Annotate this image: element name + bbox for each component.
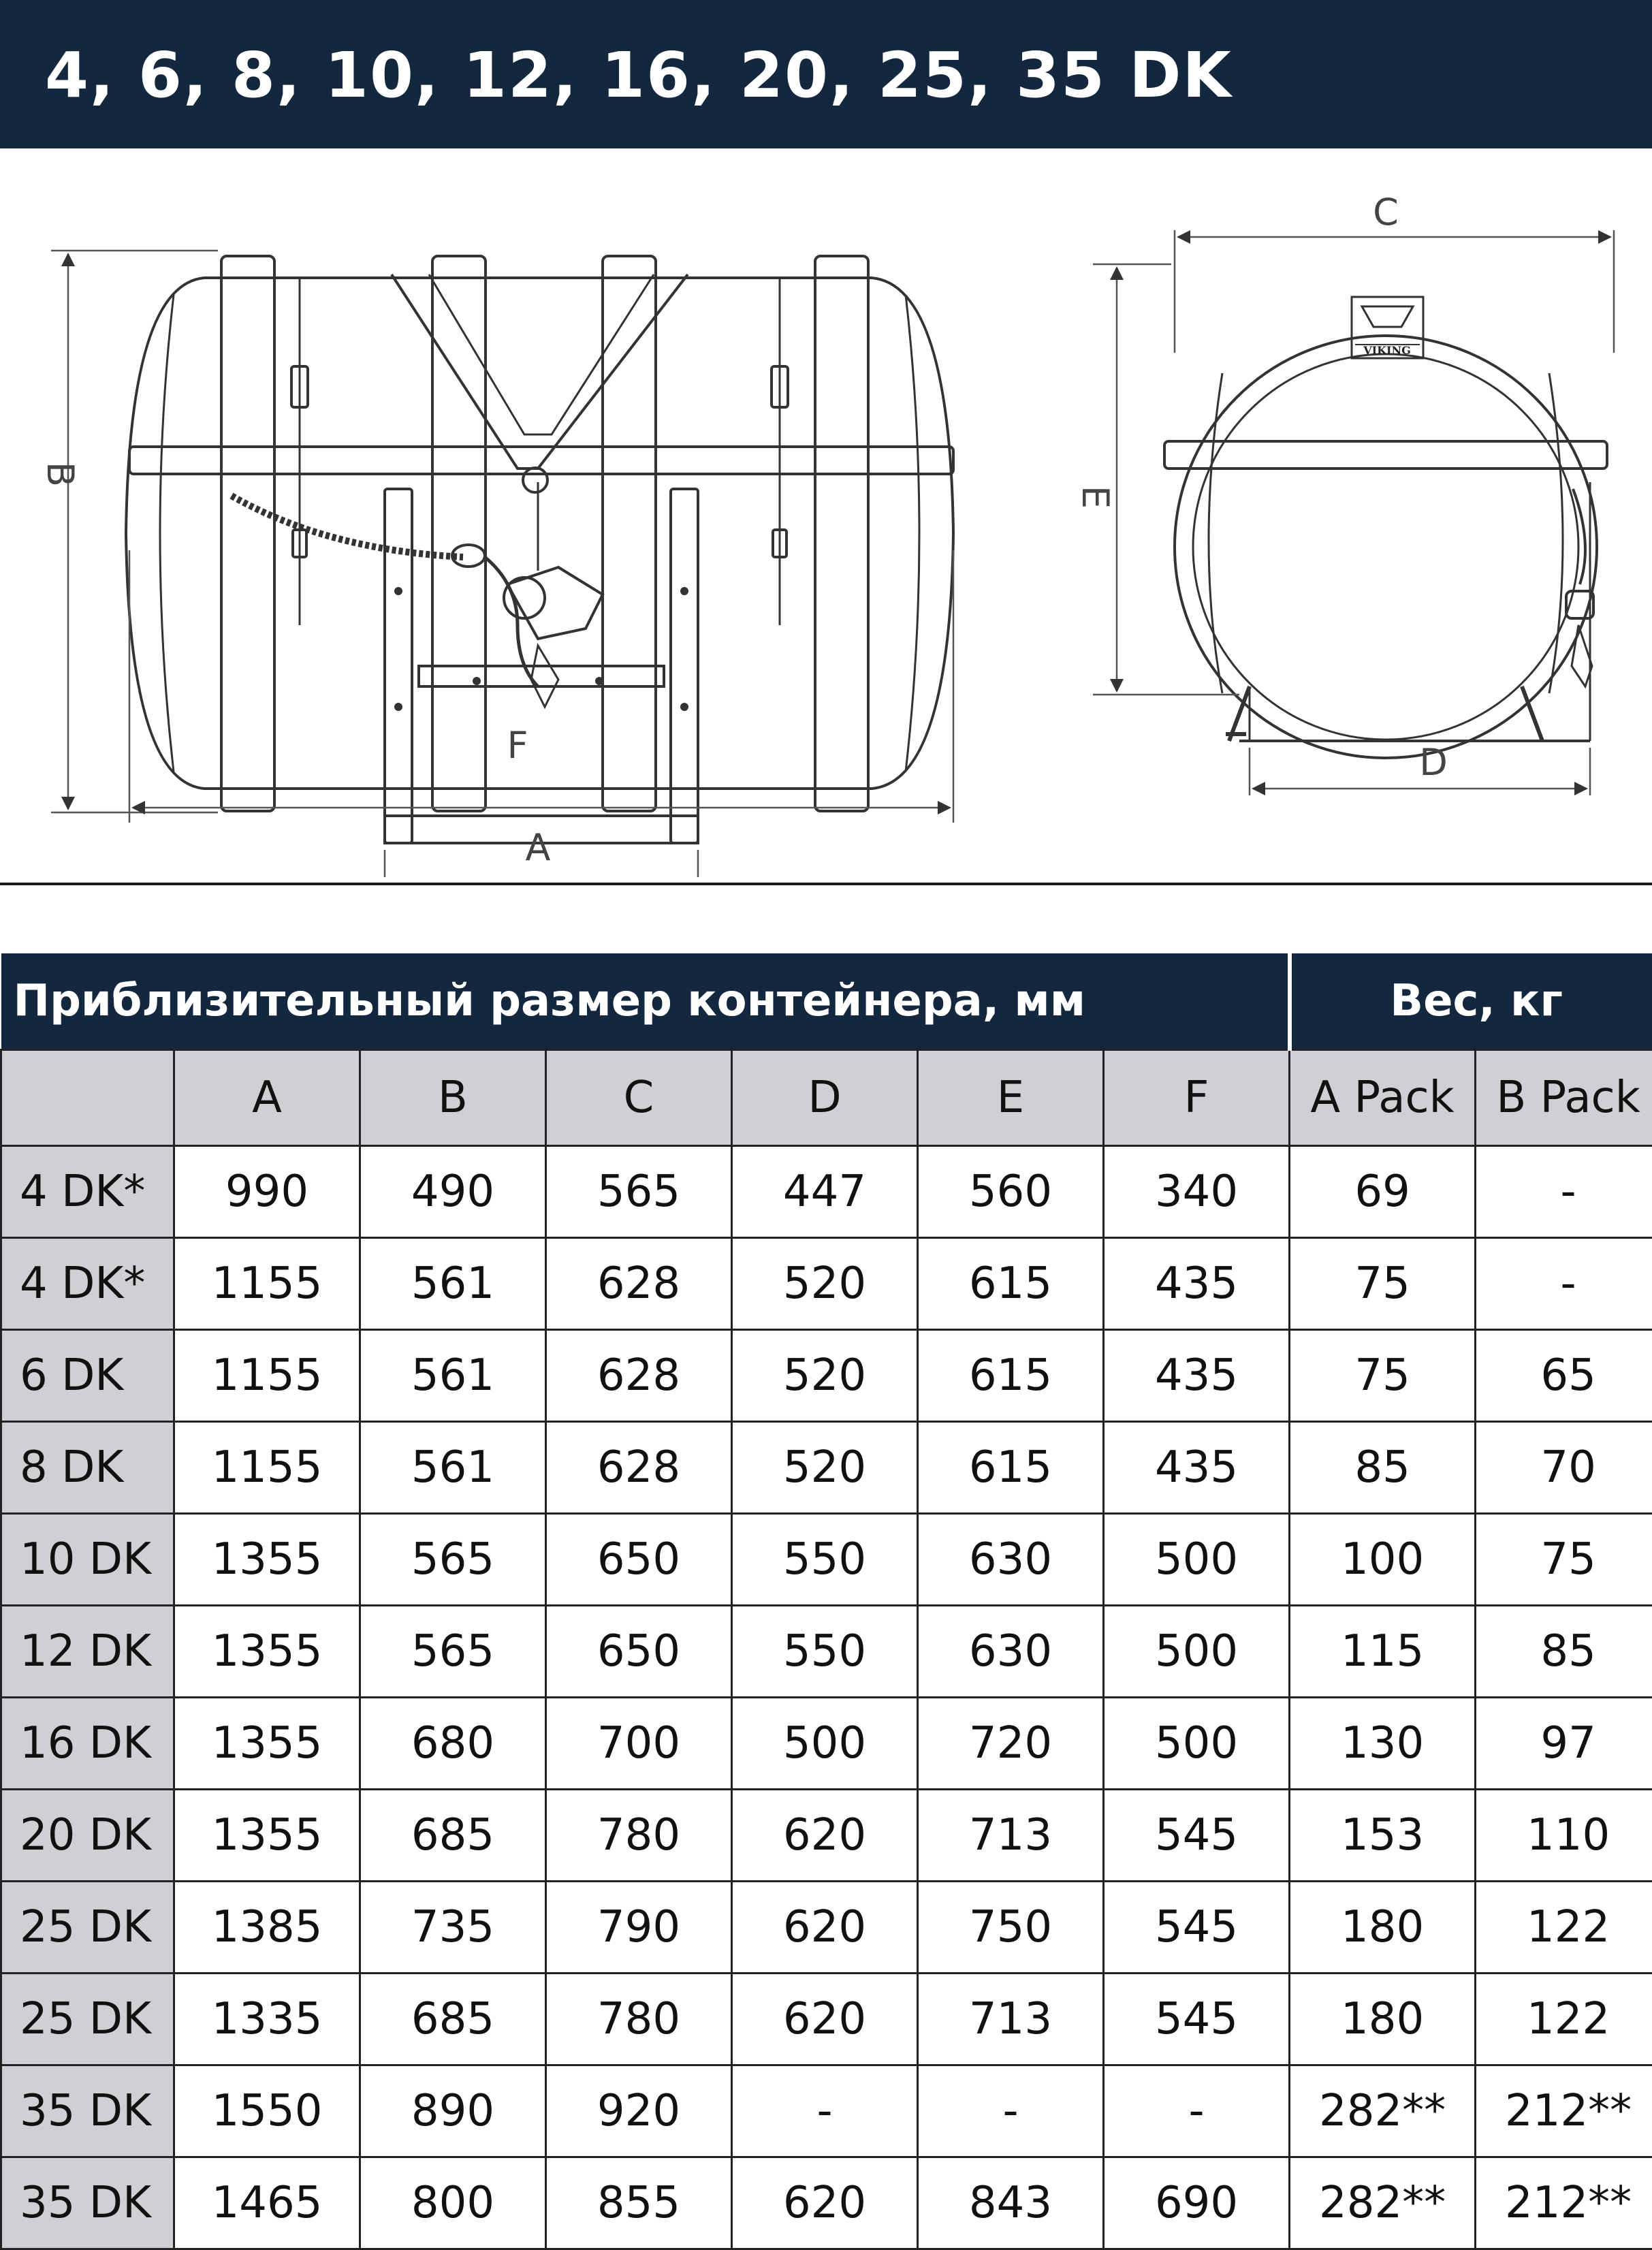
cell-a: 1355 <box>174 1514 360 1606</box>
cell-c: 790 <box>546 1882 732 1974</box>
weight-group-header: Вес, кг <box>1290 953 1652 1050</box>
cell-d: 447 <box>732 1146 918 1238</box>
cell-model: 35 DK <box>1 2157 174 2249</box>
cell-b: 685 <box>360 1974 546 2065</box>
table-row <box>1 1422 1652 1514</box>
cell-a-pack: 69 <box>1290 1146 1476 1238</box>
end-view <box>1164 297 1607 758</box>
cell-a-pack: 180 <box>1290 1882 1476 1974</box>
cell-f: 500 <box>1104 1514 1290 1606</box>
cell-d: 520 <box>732 1422 918 1514</box>
cell-d: 520 <box>732 1330 918 1422</box>
cell-c: 565 <box>546 1146 732 1238</box>
cell-model: 10 DK <box>1 1514 174 1606</box>
cell-e: 630 <box>918 1514 1104 1606</box>
cell-f: 435 <box>1104 1238 1290 1330</box>
cell-model: 8 DK <box>1 1422 174 1514</box>
cell-a-pack: 75 <box>1290 1330 1476 1422</box>
cell-b-pack: 122 <box>1476 1974 1652 2065</box>
cell-a: 1355 <box>174 1698 360 1790</box>
cell-c: 628 <box>546 1330 732 1422</box>
table-row <box>1 2157 1652 2249</box>
cell-b: 561 <box>360 1330 546 1422</box>
table-row <box>1 1514 1652 1606</box>
cell-c: 920 <box>546 2065 732 2157</box>
table-row <box>1 1882 1652 1974</box>
cell-a-pack: 153 <box>1290 1790 1476 1882</box>
spacer <box>0 885 1652 953</box>
cell-c: 628 <box>546 1422 732 1514</box>
cell-a-pack: 130 <box>1290 1698 1476 1790</box>
table-row <box>1 1790 1652 1882</box>
table-row <box>1 1146 1652 1238</box>
cell-b-pack: 65 <box>1476 1330 1652 1422</box>
cell-d: 550 <box>732 1606 918 1698</box>
cell-d: 550 <box>732 1514 918 1606</box>
cell-c: 780 <box>546 1974 732 2065</box>
cell-d: 500 <box>732 1698 918 1790</box>
cell-b-pack: 85 <box>1476 1606 1652 1698</box>
column-header-f: F <box>1104 1050 1290 1146</box>
column-header-d: D <box>732 1050 918 1146</box>
cell-a: 1155 <box>174 1238 360 1330</box>
cell-d: 620 <box>732 2157 918 2249</box>
cell-a-pack: 180 <box>1290 1974 1476 2065</box>
cell-b-pack: 122 <box>1476 1882 1652 1974</box>
technical-drawing <box>0 148 1652 883</box>
cell-e: 615 <box>918 1422 1104 1514</box>
cell-c: 628 <box>546 1238 732 1330</box>
dim-label-b: B <box>39 462 82 487</box>
table-row <box>1 1974 1652 2065</box>
title-bar <box>0 0 1652 148</box>
cell-e: 843 <box>918 2157 1104 2249</box>
cell-f: 340 <box>1104 1146 1290 1238</box>
cell-c: 650 <box>546 1606 732 1698</box>
cell-a: 1465 <box>174 2157 360 2249</box>
cell-b: 735 <box>360 1882 546 1974</box>
cell-b-pack: 212** <box>1476 2065 1652 2157</box>
cell-c: 780 <box>546 1790 732 1882</box>
cell-model: 35 DK <box>1 2065 174 2157</box>
specification-table-wrap <box>0 953 1652 2213</box>
cell-d: 620 <box>732 1882 918 1974</box>
specification-table <box>0 953 1652 2250</box>
cell-a: 1355 <box>174 1606 360 1698</box>
cell-model: 4 DK* <box>1 1146 174 1238</box>
cell-b: 565 <box>360 1606 546 1698</box>
cell-f: 545 <box>1104 1882 1290 1974</box>
dim-label-c: C <box>1373 191 1399 234</box>
cell-d: 620 <box>732 1974 918 2065</box>
dimensions-group-header: Приблизительный размер контейнера, мм <box>1 953 1290 1050</box>
cell-d: 620 <box>732 1790 918 1882</box>
cell-a: 1155 <box>174 1422 360 1514</box>
cell-a: 1385 <box>174 1882 360 1974</box>
cell-f: 435 <box>1104 1330 1290 1422</box>
cell-b-pack: - <box>1476 1146 1652 1238</box>
cell-b-pack: 97 <box>1476 1698 1652 1790</box>
table-row <box>1 2065 1652 2157</box>
cell-model: 25 DK <box>1 1882 174 1974</box>
cell-b: 561 <box>360 1238 546 1330</box>
cell-d: 520 <box>732 1238 918 1330</box>
cell-e: 750 <box>918 1882 1104 1974</box>
cell-f: 435 <box>1104 1422 1290 1514</box>
cell-e: - <box>918 2065 1104 2157</box>
cell-b: 890 <box>360 2065 546 2157</box>
cell-c: 650 <box>546 1514 732 1606</box>
cell-a-pack: 115 <box>1290 1606 1476 1698</box>
cell-b: 680 <box>360 1698 546 1790</box>
column-header-e: E <box>918 1050 1104 1146</box>
column-header-c: C <box>546 1050 732 1146</box>
cell-model: 25 DK <box>1 1974 174 2065</box>
cell-a: 1335 <box>174 1974 360 2065</box>
cell-f: 500 <box>1104 1698 1290 1790</box>
dim-label-f: F <box>507 724 528 767</box>
cell-model: 20 DK <box>1 1790 174 1882</box>
cell-c: 855 <box>546 2157 732 2249</box>
cell-e: 720 <box>918 1698 1104 1790</box>
cell-b: 800 <box>360 2157 546 2249</box>
container-drawings <box>0 148 1652 883</box>
table-body <box>1 1146 1652 2249</box>
cell-e: 560 <box>918 1146 1104 1238</box>
table-row <box>1 1238 1652 1330</box>
cell-e: 630 <box>918 1606 1104 1698</box>
cell-e: 713 <box>918 1790 1104 1882</box>
cell-f: 690 <box>1104 2157 1290 2249</box>
table-row <box>1 1606 1652 1698</box>
cell-e: 615 <box>918 1330 1104 1422</box>
cell-e: 615 <box>918 1238 1104 1330</box>
cell-a: 990 <box>174 1146 360 1238</box>
dim-label-a: A <box>526 826 551 869</box>
cell-f: - <box>1104 2065 1290 2157</box>
cell-d: - <box>732 2065 918 2157</box>
cell-a: 1355 <box>174 1790 360 1882</box>
cell-model: 4 DK* <box>1 1238 174 1330</box>
cell-b: 561 <box>360 1422 546 1514</box>
cell-a-pack: 100 <box>1290 1514 1476 1606</box>
cell-model: 16 DK <box>1 1698 174 1790</box>
viking-logo-text: VIKING <box>1363 344 1411 357</box>
cell-b-pack: - <box>1476 1238 1652 1330</box>
column-header-row <box>1 1050 1652 1146</box>
cell-b-pack: 70 <box>1476 1422 1652 1514</box>
cell-a: 1155 <box>174 1330 360 1422</box>
column-header-model <box>1 1050 174 1146</box>
column-header-a: A <box>174 1050 360 1146</box>
cell-e: 713 <box>918 1974 1104 2065</box>
column-header-b-pack: B Pack <box>1476 1050 1652 1146</box>
cell-c: 700 <box>546 1698 732 1790</box>
cell-model: 12 DK <box>1 1606 174 1698</box>
dim-label-e: E <box>1074 486 1117 509</box>
cell-b: 490 <box>360 1146 546 1238</box>
cell-a-pack: 85 <box>1290 1422 1476 1514</box>
dim-label-d: D <box>1419 741 1448 784</box>
cell-f: 545 <box>1104 1790 1290 1882</box>
end-view-dimensions <box>1093 230 1614 795</box>
group-header-row <box>1 953 1652 1050</box>
table-row <box>1 1330 1652 1422</box>
cell-b-pack: 212** <box>1476 2157 1652 2249</box>
cell-b-pack: 110 <box>1476 1790 1652 1882</box>
cell-a-pack: 282** <box>1290 2065 1476 2157</box>
column-header-a-pack: A Pack <box>1290 1050 1476 1146</box>
cell-b-pack: 75 <box>1476 1514 1652 1606</box>
cell-a-pack: 282** <box>1290 2157 1476 2249</box>
cell-b: 685 <box>360 1790 546 1882</box>
side-view <box>126 256 953 843</box>
column-header-b: B <box>360 1050 546 1146</box>
cell-model: 6 DK <box>1 1330 174 1422</box>
page-title: 4, 6, 8, 10, 12, 16, 20, 25, 35 DK <box>45 25 1233 127</box>
cell-f: 545 <box>1104 1974 1290 2065</box>
cell-f: 500 <box>1104 1606 1290 1698</box>
cell-a: 1550 <box>174 2065 360 2157</box>
cell-a-pack: 75 <box>1290 1238 1476 1330</box>
table-row <box>1 1698 1652 1790</box>
cell-b: 565 <box>360 1514 546 1606</box>
